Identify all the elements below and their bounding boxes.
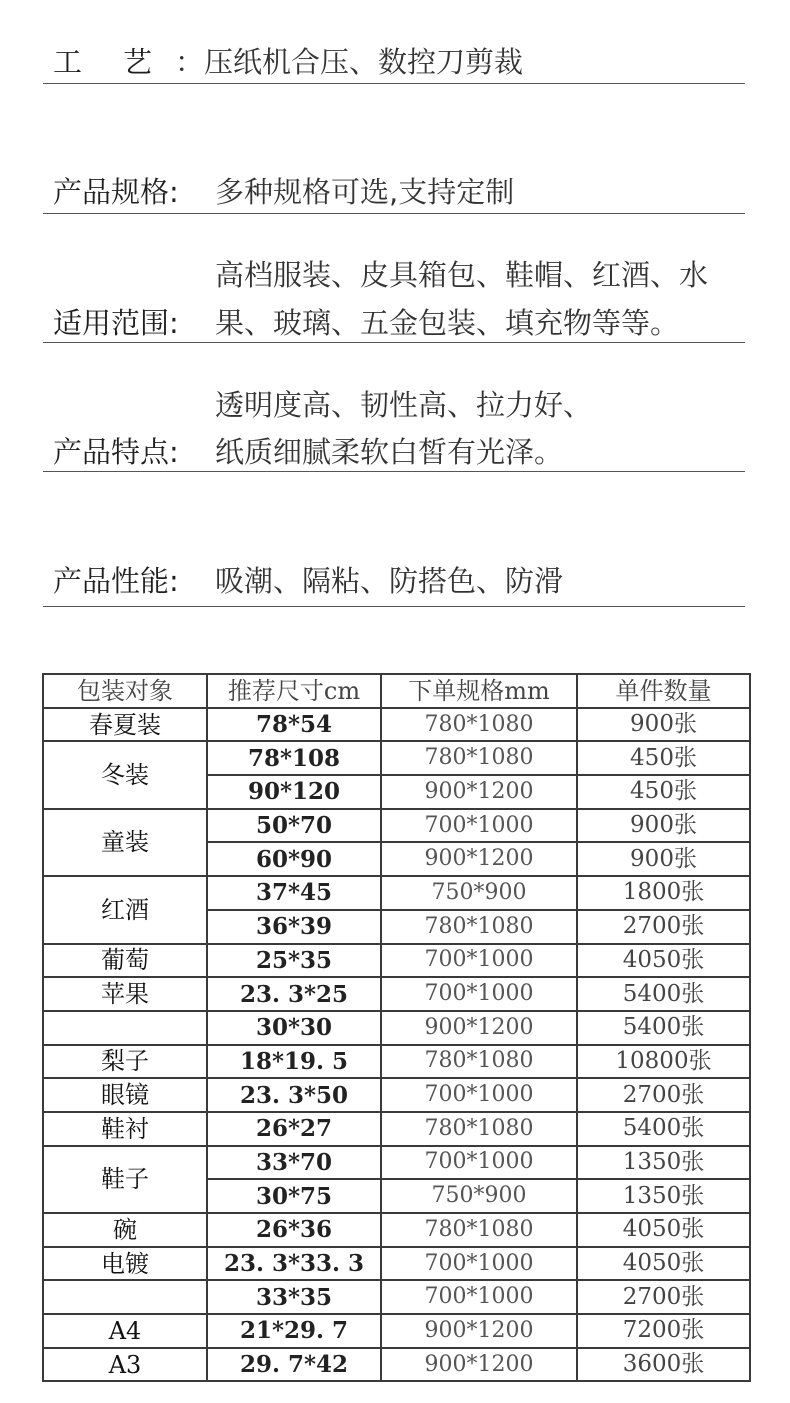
cell-size: 30*75 [207, 1179, 381, 1213]
cell-spec: 780*1080 [381, 1213, 577, 1247]
cell-quantity: 1800张 [577, 876, 750, 910]
table-row [43, 944, 750, 978]
cell-spec: 780*1080 [381, 1045, 577, 1079]
cell-quantity: 2700张 [577, 910, 750, 944]
spec-row-perf [43, 557, 745, 607]
cell-object: 碗 [43, 1213, 207, 1247]
cell-quantity: 2700张 [577, 1078, 750, 1112]
table-row [43, 1045, 750, 1079]
table-row [43, 1280, 750, 1314]
cell-quantity: 1350张 [577, 1146, 750, 1180]
table-row [43, 977, 750, 1011]
cell-spec: 700*1000 [381, 977, 577, 1011]
spec-value-scope-line2: 果、玻璃、五金包装、填充物等等。 [215, 306, 680, 340]
cell-object: 葡萄 [43, 944, 207, 978]
cell-quantity: 450张 [577, 775, 750, 809]
spec-value-feature-line1: 透明度高、韧性高、拉力好、 [215, 388, 593, 422]
spec-value-size-spec: 多种规格可选,支持定制 [215, 175, 515, 209]
cell-size: 23. 3*50 [207, 1078, 381, 1112]
cell-spec: 700*1000 [381, 1247, 577, 1281]
spec-label-craft-b: 艺 [123, 45, 153, 79]
table-row [43, 809, 750, 843]
cell-spec: 700*1000 [381, 809, 577, 843]
cell-object: 梨子 [43, 1045, 207, 1079]
cell-object: 鞋衬 [43, 1112, 207, 1146]
cell-size: 78*108 [207, 741, 381, 775]
cell-quantity: 450张 [577, 741, 750, 775]
cell-size: 78*54 [207, 708, 381, 742]
cell-spec: 780*1080 [381, 708, 577, 742]
cell-spec: 700*1000 [381, 1078, 577, 1112]
cell-object: 鞋子 [43, 1146, 207, 1213]
cell-quantity: 5400张 [577, 1011, 750, 1045]
spec-label-size-spec: 产品规格: [53, 175, 179, 209]
cell-quantity: 900张 [577, 809, 750, 843]
cell-spec: 780*1080 [381, 910, 577, 944]
cell-size: 23. 3*25 [207, 977, 381, 1011]
spec-value-scope-line1: 高档服装、皮具箱包、鞋帽、红酒、水 [215, 258, 709, 292]
cell-object [43, 1011, 207, 1045]
header-object: 包装对象 [43, 674, 207, 708]
cell-object: 眼镜 [43, 1078, 207, 1112]
packaging-table [42, 673, 751, 1382]
spec-row-scope [43, 250, 745, 343]
bottom-crop-mask [0, 1396, 790, 1403]
table-row [43, 708, 750, 742]
cell-quantity: 4050张 [577, 1213, 750, 1247]
cell-size: 90*120 [207, 775, 381, 809]
cell-quantity: 5400张 [577, 977, 750, 1011]
table-row [43, 1348, 750, 1382]
cell-quantity: 1350张 [577, 1179, 750, 1213]
cell-size: 18*19. 5 [207, 1045, 381, 1079]
cell-object: A3 [43, 1348, 207, 1382]
spec-row-feature [43, 380, 745, 472]
cell-object: 红酒 [43, 876, 207, 943]
table-row [43, 1314, 750, 1348]
header-quantity: 单件数量 [577, 674, 750, 708]
cell-object [43, 1280, 207, 1314]
cell-spec: 700*1000 [381, 1280, 577, 1314]
table-row [43, 1213, 750, 1247]
cell-spec: 900*1200 [381, 775, 577, 809]
cell-spec: 780*1080 [381, 741, 577, 775]
cell-size: 26*36 [207, 1213, 381, 1247]
table-header-row [43, 674, 750, 708]
table-row [43, 1011, 750, 1045]
spec-row-craft [43, 38, 745, 84]
spec-label-scope: 适用范围: [53, 306, 179, 340]
cell-quantity: 10800张 [577, 1045, 750, 1079]
cell-spec: 780*1080 [381, 1112, 577, 1146]
header-recommended-size: 推荐尺寸cm [207, 674, 381, 708]
spec-label-craft-a: 工 [53, 45, 83, 79]
cell-size: 33*35 [207, 1280, 381, 1314]
cell-size: 23. 3*33. 3 [207, 1247, 381, 1281]
cell-size: 37*45 [207, 876, 381, 910]
cell-object: 苹果 [43, 977, 207, 1011]
cell-spec: 900*1200 [381, 1314, 577, 1348]
cell-quantity: 5400张 [577, 1112, 750, 1146]
cell-quantity: 4050张 [577, 1247, 750, 1281]
spec-label-perf: 产品性能: [53, 564, 179, 598]
cell-spec: 700*1000 [381, 944, 577, 978]
spec-value-perf: 吸潮、隔粘、防搭色、防滑 [215, 564, 564, 598]
cell-object: A4 [43, 1314, 207, 1348]
cell-size: 25*35 [207, 944, 381, 978]
cell-size: 30*30 [207, 1011, 381, 1045]
header-order-spec: 下单规格mm [381, 674, 577, 708]
cell-quantity: 3600张 [577, 1348, 750, 1382]
cell-quantity: 2700张 [577, 1280, 750, 1314]
cell-size: 36*39 [207, 910, 381, 944]
cell-spec: 900*1200 [381, 1011, 577, 1045]
cell-quantity: 900张 [577, 708, 750, 742]
cell-size: 60*90 [207, 842, 381, 876]
table-row [43, 1112, 750, 1146]
spec-row-size-spec [43, 168, 745, 214]
cell-size: 21*29. 7 [207, 1314, 381, 1348]
cell-object: 春夏装 [43, 708, 207, 742]
cell-object: 电镀 [43, 1247, 207, 1281]
cell-quantity: 900张 [577, 842, 750, 876]
table-row [43, 1078, 750, 1112]
cell-size: 33*70 [207, 1146, 381, 1180]
table-row [43, 876, 750, 910]
cell-spec: 750*900 [381, 1179, 577, 1213]
spec-value-feature-line2: 纸质细腻柔软白皙有光泽。 [215, 435, 564, 469]
spec-label-feature: 产品特点: [53, 435, 179, 469]
cell-spec: 900*1200 [381, 842, 577, 876]
spec-value-craft: ：压纸机合压、数控刀剪裁 [175, 45, 524, 79]
cell-quantity: 7200张 [577, 1314, 750, 1348]
cell-spec: 700*1000 [381, 1146, 577, 1180]
cell-object: 冬装 [43, 741, 207, 808]
cell-spec: 900*1200 [381, 1348, 577, 1382]
cell-object: 童装 [43, 809, 207, 876]
cell-quantity: 4050张 [577, 944, 750, 978]
table-row [43, 1247, 750, 1281]
table-row [43, 741, 750, 775]
table-row [43, 1146, 750, 1180]
cell-size: 26*27 [207, 1112, 381, 1146]
cell-size: 29. 7*42 [207, 1348, 381, 1382]
cell-spec: 750*900 [381, 876, 577, 910]
cell-size: 50*70 [207, 809, 381, 843]
